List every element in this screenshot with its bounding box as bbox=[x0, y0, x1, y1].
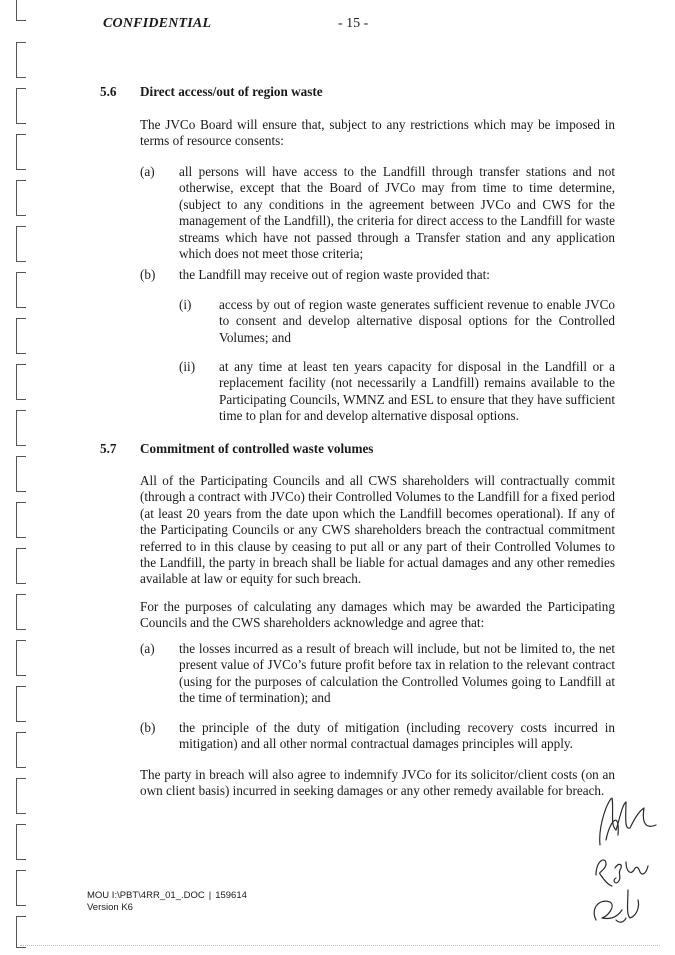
footer-doc-line: MOU I:\PBT\4RR_01_.DOC | 159614 bbox=[87, 890, 247, 901]
binder-mark bbox=[16, 594, 26, 630]
item-text: the principle of the duty of mitigation (including recovery costs incurred in mitigation) and all other normal contractual damages principles will apply. bbox=[179, 720, 615, 752]
binder-mark bbox=[16, 410, 26, 446]
binder-mark bbox=[16, 42, 26, 78]
section-title: Commitment of controlled waste volumes bbox=[140, 441, 374, 456]
binder-mark bbox=[16, 778, 26, 814]
binder-mark bbox=[16, 824, 26, 860]
page-number: - 15 - bbox=[338, 16, 369, 31]
bottom-scan-edge bbox=[20, 945, 660, 946]
section-title: Direct access/out of region waste bbox=[140, 84, 323, 99]
doc-number: 159614 bbox=[215, 890, 247, 901]
binder-mark bbox=[16, 456, 26, 492]
section-paragraph: All of the Participating Councils and all CWS shareholders will contractually commit (through a contract with JVCo) their Controlled Volumes to the Landfill for a fixed period (at least 20 years from the date upon which the Landfill becomes operational). If any of the Participating Councils or any CWS shareholders breach the contractual commitment referred to in this clause by ceasing to put all or any part of their Controlled Volumes to the Landfill, the party in breach shall be liable for actual damages and any other remedies available at law or equity for such breach. bbox=[140, 473, 615, 587]
section-number: 5.6 bbox=[100, 84, 117, 99]
subitem-label: (i) bbox=[179, 297, 192, 312]
binder-mark bbox=[16, 226, 26, 262]
footer bbox=[87, 890, 247, 914]
item-label: (b) bbox=[140, 267, 156, 282]
doc-version: Version K6 bbox=[87, 902, 133, 913]
item-label: (a) bbox=[140, 164, 155, 179]
binder-mark bbox=[16, 88, 26, 124]
subitem-text: at any time at least ten years capacity for disposal in the Landfill or a replacement facility (not necessarily a Landfill) remains available to the Participating Councils, WMNZ and ESL to ensure that they have sufficient time to plan for and develop alternative disposal options. bbox=[219, 359, 615, 424]
item-label: (a) bbox=[140, 641, 155, 656]
item-text: all persons will have access to the Landfill through transfer stations and not otherwise, except that the Board of JVCo may from time to time determine, (subject to any conditions in the agreement between JVCo and CWS for the management of the Landfill), the criteria for direct access to the Landfill for waste streams which have not passed through a Transfer station and any application which does not meet those criteria; bbox=[179, 164, 615, 262]
binder-mark bbox=[16, 686, 26, 722]
subitem-text: access by out of region waste generates sufficient revenue to enable JVCo to consent and develop alternative disposal options for the Controlled Volumes; and bbox=[219, 297, 615, 345]
item-text: the Landfill may receive out of region waste provided that: bbox=[179, 267, 490, 282]
doc-reference: MOU I:\PBT\4RR_01_.DOC bbox=[87, 890, 205, 901]
binder-mark bbox=[16, 272, 26, 308]
section-number: 5.7 bbox=[100, 441, 117, 456]
binder-mark bbox=[16, 640, 26, 676]
binder-mark bbox=[16, 0, 26, 21]
signature-initials bbox=[560, 790, 670, 940]
section-intro: The JVCo Board will ensure that, subject to any restrictions which may be imposed in terms of resource consents: bbox=[140, 117, 615, 149]
binder-mark bbox=[16, 180, 26, 216]
binder-marks bbox=[8, 0, 32, 955]
subitem-label: (ii) bbox=[179, 359, 196, 374]
item-label: (b) bbox=[140, 720, 156, 735]
item-text: the losses incurred as a result of breach will include, but not be limited to, the net present value of JVCo’s future profit before tax in relation to the relevant contract (using for the purposes of calculation the Controlled Volumes going to Landfill at the time of termination); and bbox=[179, 641, 615, 706]
binder-mark bbox=[16, 134, 26, 170]
section-paragraph: The party in breach will also agree to indemnify JVCo for its solicitor/client costs (on an own client basis) incurred in seeking damages or any other remedy available for breach. bbox=[140, 767, 615, 799]
binder-mark bbox=[16, 502, 26, 538]
section-paragraph: For the purposes of calculating any damages which may be awarded the Participating Councils and the CWS shareholders acknowledge and agree that: bbox=[140, 599, 615, 631]
binder-mark bbox=[16, 548, 26, 584]
binder-mark bbox=[16, 318, 26, 354]
binder-mark bbox=[16, 732, 26, 768]
binder-mark bbox=[16, 916, 26, 948]
confidential-label: CONFIDENTIAL bbox=[103, 16, 212, 31]
binder-mark bbox=[16, 870, 26, 906]
binder-mark bbox=[16, 364, 26, 400]
